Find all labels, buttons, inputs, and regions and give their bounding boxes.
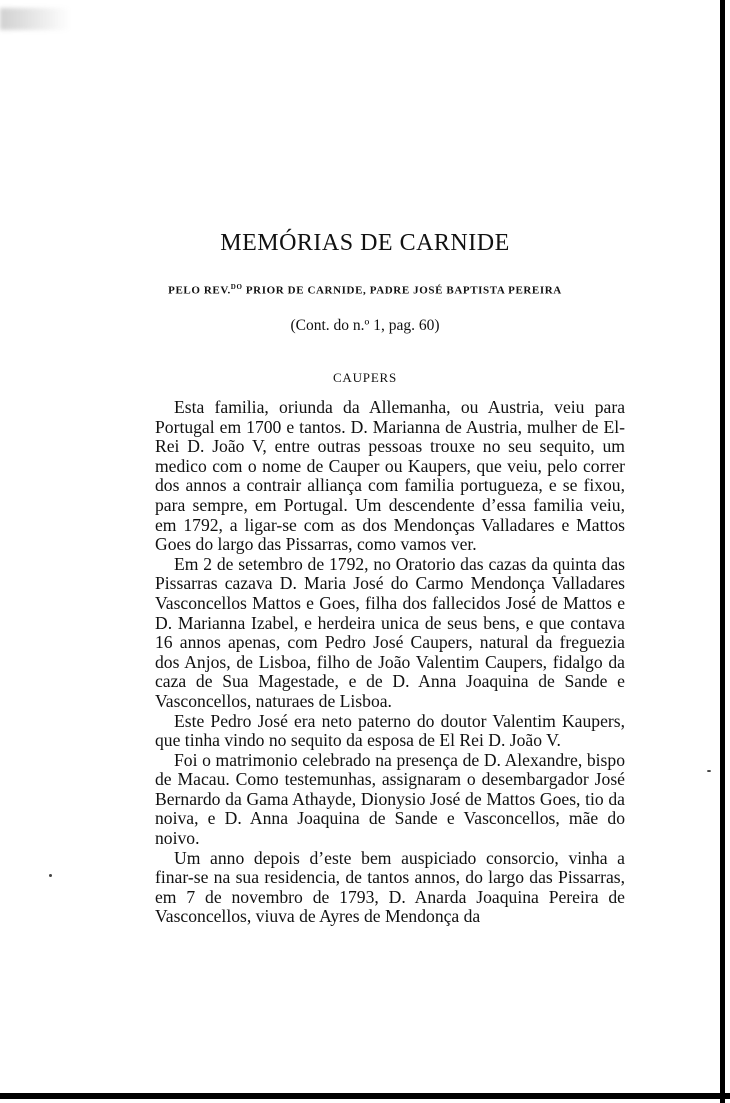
article-body [155, 398, 625, 927]
byline-suffix: PRIOR DE CARNIDE, PADRE JOSÉ BAPTISTA PEREIRA [242, 284, 562, 297]
paragraph: Em 2 de setembro de 1792, no Oratorio das cazas da quinta das Pissarras cazava D. Maria José do Carmo Mendonça Valladares Vasconcellos Mattos e Goes, filha dos fallecidos José de Mattos e D. Marianna Izabel, e herdeira unica de seus bens, e que contava 16 annos apenas, com Pedro José Caupers, natural da freguezia dos Anjos, de Lisboa, filho de João Valentim Caupers, fidalgo da caza de Sua Magestade, e de D. Anna Joaquina de Sande e Vasconcellos, naturaes de Lisboa. [155, 553, 625, 711]
scan-speck [49, 874, 52, 877]
page-border-bottom [0, 1093, 730, 1099]
page-border-right [720, 0, 725, 1103]
paragraph: Esta familia, oriunda da Allemanha, ou Austria, veiu para Portugal em 1700 e tantos. D. Marianna de Austria, mulher de El-Rei D. João V, entre outras pessoas trouxe no seu sequito, um medico com o nome de Cauper ou Kaupers, que veiu, pelo correr dos annos a contrair alliança com familia portugueza, e se fixou, para sempre, em Portugal. Um descendente d’essa familia veiu, em 1792, a ligar-se com as dos Mendonças Valladares e Mattos Goes do largo das Pissarras, como vamos ver. [155, 397, 625, 555]
scan-smudge [0, 8, 70, 30]
continuation-note: (Cont. do n.º 1, pag. 60) [290, 317, 440, 334]
byline-superscript: DO [230, 283, 243, 291]
article-byline [0, 283, 730, 297]
paragraph: Um anno depois d’este bem auspiciado consorcio, vinha a finar-se na sua residencia, de tantos annos, do largo das Pissarras, em 7 de novembro de 1793, D. Anarda Joaquina Pereira de Vasconcellos, viuva de Ayres de Mendonça da [155, 847, 625, 927]
scan-speck [707, 770, 711, 772]
paragraph: Foi o matrimonio celebrado na presença de D. Alexandre, bispo de Macau. Como testemunhas, assignaram o desembargador José Bernardo da Gama Athayde, Dionysio José de Mattos Goes, tio da noiva, e D. Anna Joaquina de Sande e Vasconcellos, mãe do noivo. [155, 749, 625, 849]
article-title: MEMÓRIAS DE CARNIDE [220, 230, 510, 256]
section-heading: CAUPERS [332, 370, 398, 385]
byline-prefix: PELO REV. [168, 284, 231, 297]
paragraph: Este Pedro José era neto paterno do doutor Valentim Kaupers, que tinha vindo no sequito da esposa de El Rei D. João V. [155, 710, 625, 751]
